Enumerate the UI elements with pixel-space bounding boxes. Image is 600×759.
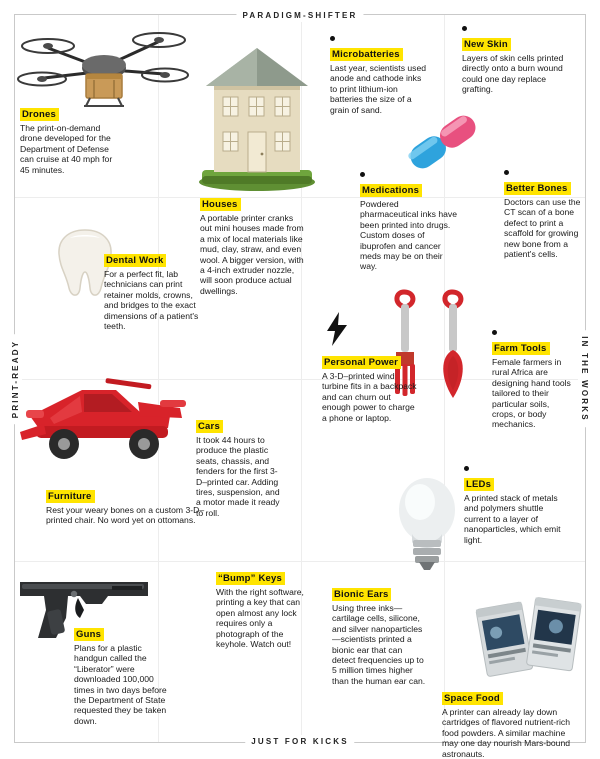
callout-title: Drones (20, 108, 59, 121)
food-powder-packets-illustration (476, 590, 588, 686)
callout-microbatteries (330, 36, 426, 115)
callout-guns (74, 624, 174, 726)
callout-title: Cars (196, 420, 223, 433)
callout-title: Bionic Ears (332, 588, 391, 601)
callout-farm-tools (492, 330, 572, 430)
bullet-dot (330, 36, 335, 41)
house-illustration (196, 42, 318, 192)
callout-body: Layers of skin cells printed directly onto a burn wound could one day replace grafting. (462, 53, 564, 95)
drone-illustration (18, 22, 188, 112)
callout-body: The print-on-demand drone developed for the Department of Defense can cruise at 40 mph for 45 minutes. (20, 123, 113, 175)
bullet-dot (492, 330, 497, 335)
callout-body: It took 44 hours to produce the plastic seats, chassis, and fenders for the first 3-D–printed car. Adding tires, suspension, and a motor made it ready to roll. (196, 435, 280, 518)
axis-label-top: PARADIGM-SHIFTER (236, 9, 363, 22)
callout-title: “Bump” Keys (216, 572, 285, 585)
callout-houses (200, 194, 306, 296)
callout-title: Microbatteries (330, 48, 403, 61)
callout-body: A printer can already lay down cartridges of flavored nutrient-rich food powders. A similar machine may one day nourish Mars-bound astronauts. (442, 707, 571, 759)
callout-bionic-ears (332, 584, 428, 686)
callout-title: New Skin (462, 38, 511, 51)
callout-title: Dental Work (104, 254, 166, 267)
callout-leds (464, 466, 562, 545)
callout-body: A printed stack of metals and polymers shuttle current to a layer of nanoparticles, which emit light. (464, 493, 561, 545)
callout-better-bones (504, 170, 582, 259)
axis-label-bottom: JUST FOR KICKS (245, 735, 354, 748)
callout-title: Medications (360, 184, 422, 197)
pill-capsule-illustration (398, 108, 488, 176)
callout-title: Better Bones (504, 182, 571, 195)
callout-drones (20, 104, 124, 175)
callout-space-food (442, 688, 578, 759)
bullet-dot (504, 170, 509, 175)
callout-personal-power (322, 352, 418, 423)
callout-dental-work (104, 250, 200, 331)
light-bulb-illustration (392, 470, 462, 574)
red-car-illustration (20, 372, 190, 476)
bullet-dot (464, 466, 469, 471)
callout-body: Plans for a plastic handgun called the “Liberator” were downloaded 100,000 times in two days before the Department of State requested they be taken down. (74, 643, 167, 726)
axis-label-left: PRINT-READY (9, 333, 22, 423)
callout-body: Last year, scientists used anode and cathode inks to print lithium-ion batteries the size of a grain of sand. (330, 63, 427, 115)
callout-body: Doctors can use the CT scan of a bone defect to print a scaffold for growing new bone from a patient's cells. (504, 197, 581, 260)
callout-medications (360, 172, 458, 272)
callout-body: Powdered pharmaceutical inks have been printed into drugs. Custom doses of ibuprofen and cancer meds may be on their way. (360, 199, 457, 272)
callout-title: Houses (200, 198, 241, 211)
callout-body: Using three inks—cartilage cells, silicone, and silver nanoparticles—scientists printed a bionic ear that can detect frequencies up to 5 million times higher than the human ear can. (332, 603, 426, 686)
callout-title: Furniture (46, 490, 95, 503)
callout-title: Farm Tools (492, 342, 550, 355)
grid-line-horizontal (15, 561, 585, 562)
callout-title: LEDs (464, 478, 494, 491)
bullet-dot (360, 172, 365, 177)
callout-furniture (46, 486, 218, 526)
lightning-bolt-icon (325, 312, 349, 346)
callout-title: Space Food (442, 692, 503, 705)
bullet-dot (462, 26, 467, 31)
callout-body: Female farmers in rural Africa are designing hand tools tailored to their particular soils, crops, or body mechanics. (492, 357, 571, 430)
callout-body: With the right software, printing a key that can open almost any lock requires only a photograph of the keyhole. Watch out! (216, 587, 304, 650)
callout-body: A 3-D–printed wind turbine fits in a backpack and can churn out enough power to charge a phone or laptop. (322, 371, 417, 423)
callout-new-skin (462, 26, 570, 95)
axis-label-right: IN THE WORKS (578, 330, 591, 428)
callout-body: A portable printer cranks out mini houses made from a mix of local materials like mud, clay, straw, and even wool. A bigger version, with a 4-inch extruder nozzle, will soon produce actual dwellings. (200, 213, 304, 296)
callout-body: Rest your weary bones on a custom 3-D–printed chair. No word yet on ottomans. (46, 505, 205, 526)
callout-title: Personal Power (322, 356, 401, 369)
callout-body: For a perfect fit, lab technicians can print retainer molds, crowns, and bridges to the exact dimensions of a patient's teeth. (104, 269, 199, 332)
callout-bump-keys (216, 568, 304, 649)
callout-title: Guns (74, 628, 104, 641)
